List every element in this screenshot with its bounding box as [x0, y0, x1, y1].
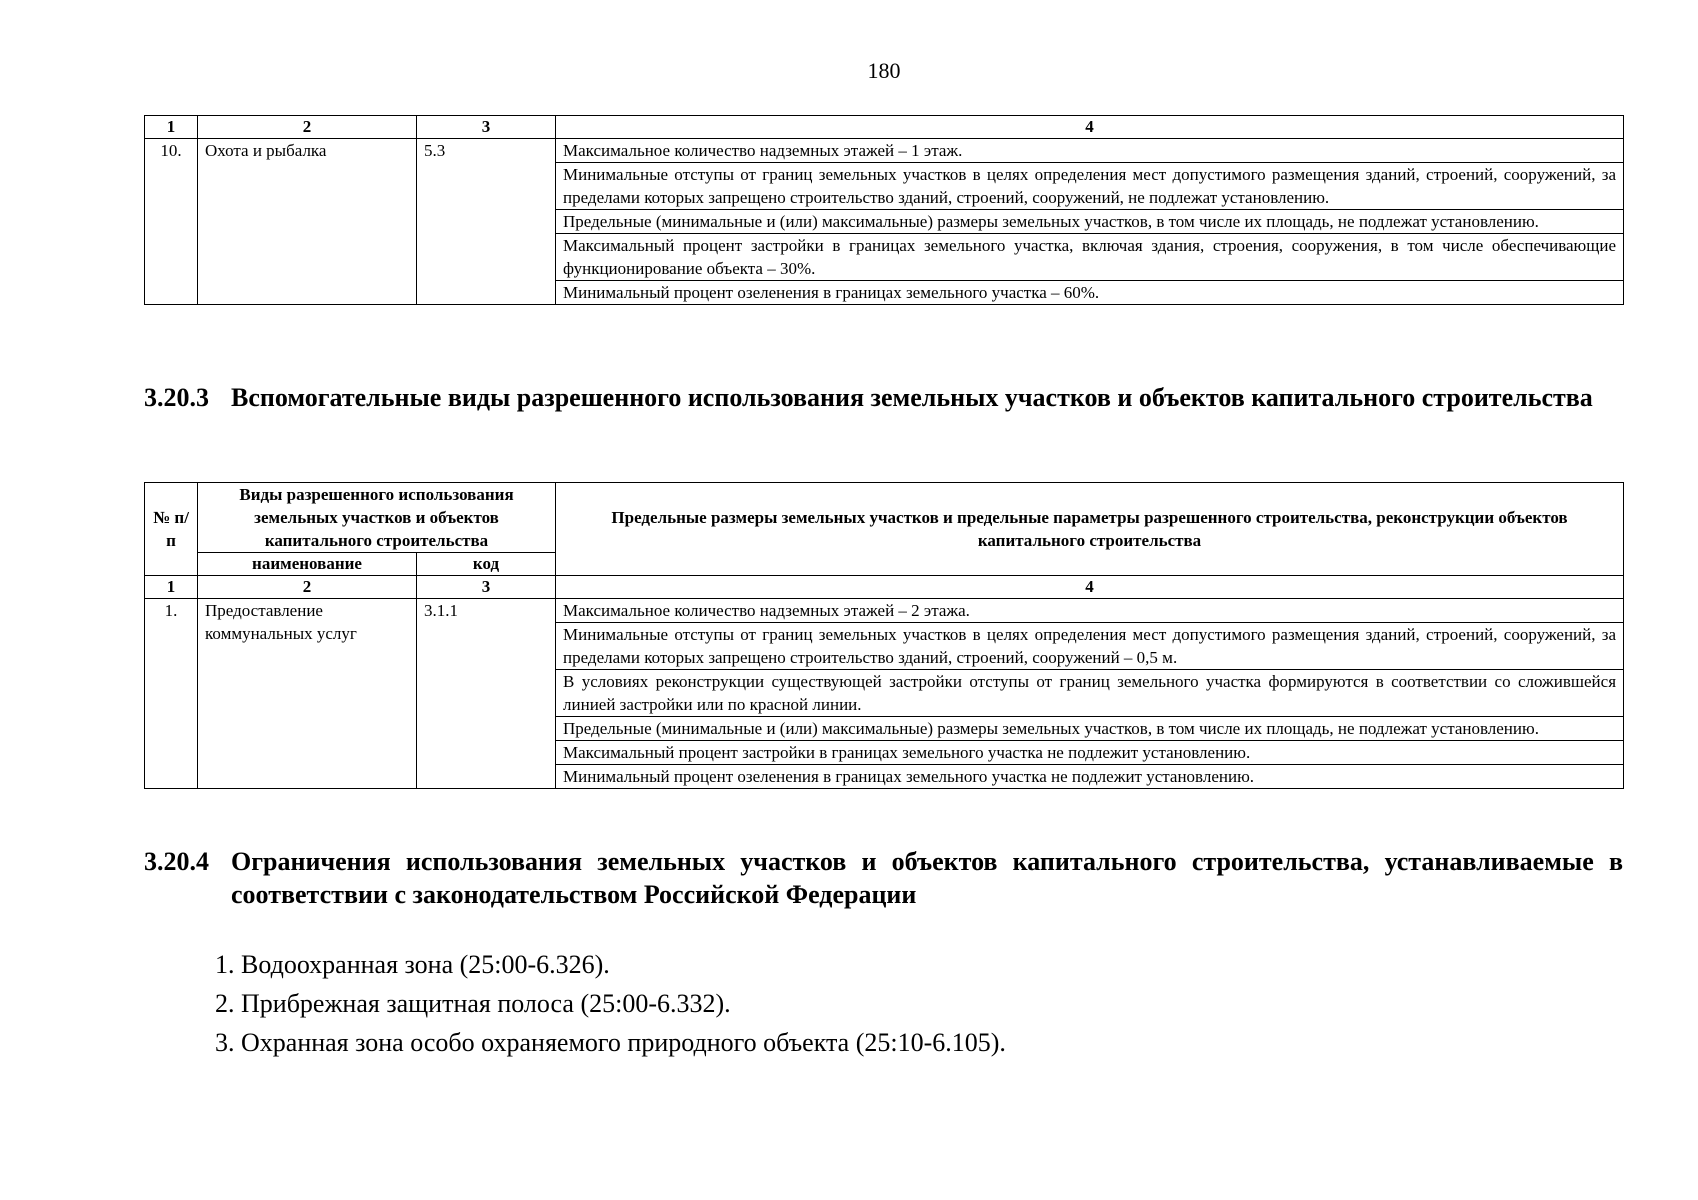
header-use-types: Виды разрешенного использования земельных участков и объектов капитального строительства	[198, 483, 556, 553]
column-number: 3	[417, 576, 556, 599]
use-code: 3.1.1	[417, 599, 556, 789]
row-number: 1.	[145, 599, 198, 789]
parameter-cell: Минимальные отступы от границ земельных участков в целях определения мест допустимого размещения зданий, строений, сооружений, за пределами которых запрещено строительство зданий, строений, сооружений, не подлежат установлению.	[556, 163, 1624, 210]
table-main-uses-continuation	[144, 115, 1624, 305]
section-title: Вспомогательные виды разрешенного использования земельных участков и объектов капитального строительства	[231, 383, 1593, 412]
table-column-numbers	[145, 116, 1624, 139]
column-number: 1	[145, 116, 198, 139]
section-title: Ограничения использования земельных участков и объектов капитального строительства, устанавливаемые в соответствии с законодательством Российской Федерации	[231, 847, 1623, 909]
parameter-cell: В условиях реконструкции существующей застройки отступы от границ земельного участка формируются в соответствии со сложившейся линией застройки или по красной линии.	[556, 670, 1624, 717]
parameter-cell: Минимальный процент озеленения в границах земельного участка – 60%.	[556, 281, 1624, 305]
list-item: 3. Охранная зона особо охраняемого природного объекта (25:10-6.105).	[215, 1028, 1006, 1057]
use-name: Охота и рыбалка	[198, 139, 417, 305]
table-row	[145, 599, 1624, 623]
table-column-numbers	[145, 576, 1624, 599]
section-heading-3-20-4	[144, 845, 1623, 911]
column-number: 3	[417, 116, 556, 139]
table-header	[145, 483, 1624, 553]
section-number: 3.20.3	[144, 383, 209, 412]
use-name: Предоставление коммунальных услуг	[198, 599, 417, 789]
header-name: наименование	[198, 553, 417, 576]
parameter-cell: Максимальный процент застройки в границах земельного участка, включая здания, строения, сооружения, в том числе обеспечивающие функционирование объекта – 30%.	[556, 234, 1624, 281]
restrictions-list	[215, 945, 1006, 1062]
parameter-cell: Максимальное количество надземных этажей – 1 этаж.	[556, 139, 1624, 163]
column-number: 4	[556, 116, 1624, 139]
table-auxiliary-uses	[144, 482, 1624, 789]
list-item: 1. Водоохранная зона (25:00-6.326).	[215, 950, 610, 979]
list-item: 2. Прибрежная защитная полоса (25:00-6.332).	[215, 989, 731, 1018]
table-row	[145, 139, 1624, 163]
parameter-cell: Максимальное количество надземных этажей – 2 этажа.	[556, 599, 1624, 623]
parameter-cell: Минимальный процент озеленения в границах земельного участка не подлежит установлению.	[556, 765, 1624, 789]
header-code: код	[417, 553, 556, 576]
header-parameters: Предельные размеры земельных участков и предельные параметры разрешенного строительства, реконструкции объектов капитального строительства	[556, 483, 1624, 576]
section-number: 3.20.4	[144, 847, 209, 876]
column-number: 2	[198, 116, 417, 139]
column-number: 2	[198, 576, 417, 599]
page-number: 180	[867, 58, 901, 83]
parameter-cell: Предельные (минимальные и (или) максимальные) размеры земельных участков, в том числе их площадь, не подлежат установлению.	[556, 210, 1624, 234]
section-heading-3-20-3	[144, 381, 1623, 414]
parameter-cell: Максимальный процент застройки в границах земельного участка не подлежит установлению.	[556, 741, 1624, 765]
parameter-cell: Минимальные отступы от границ земельных участков в целях определения мест допустимого размещения зданий, строений, сооружений, за пределами которых запрещено строительство зданий, строений, сооружений – 0,5 м.	[556, 623, 1624, 670]
parameter-cell: Предельные (минимальные и (или) максимальные) размеры земельных участков, в том числе их площадь, не подлежат установлению.	[556, 717, 1624, 741]
row-number: 10.	[145, 139, 198, 305]
header-row-number: № п/п	[145, 483, 198, 576]
column-number: 1	[145, 576, 198, 599]
column-number: 4	[556, 576, 1624, 599]
use-code: 5.3	[417, 139, 556, 305]
